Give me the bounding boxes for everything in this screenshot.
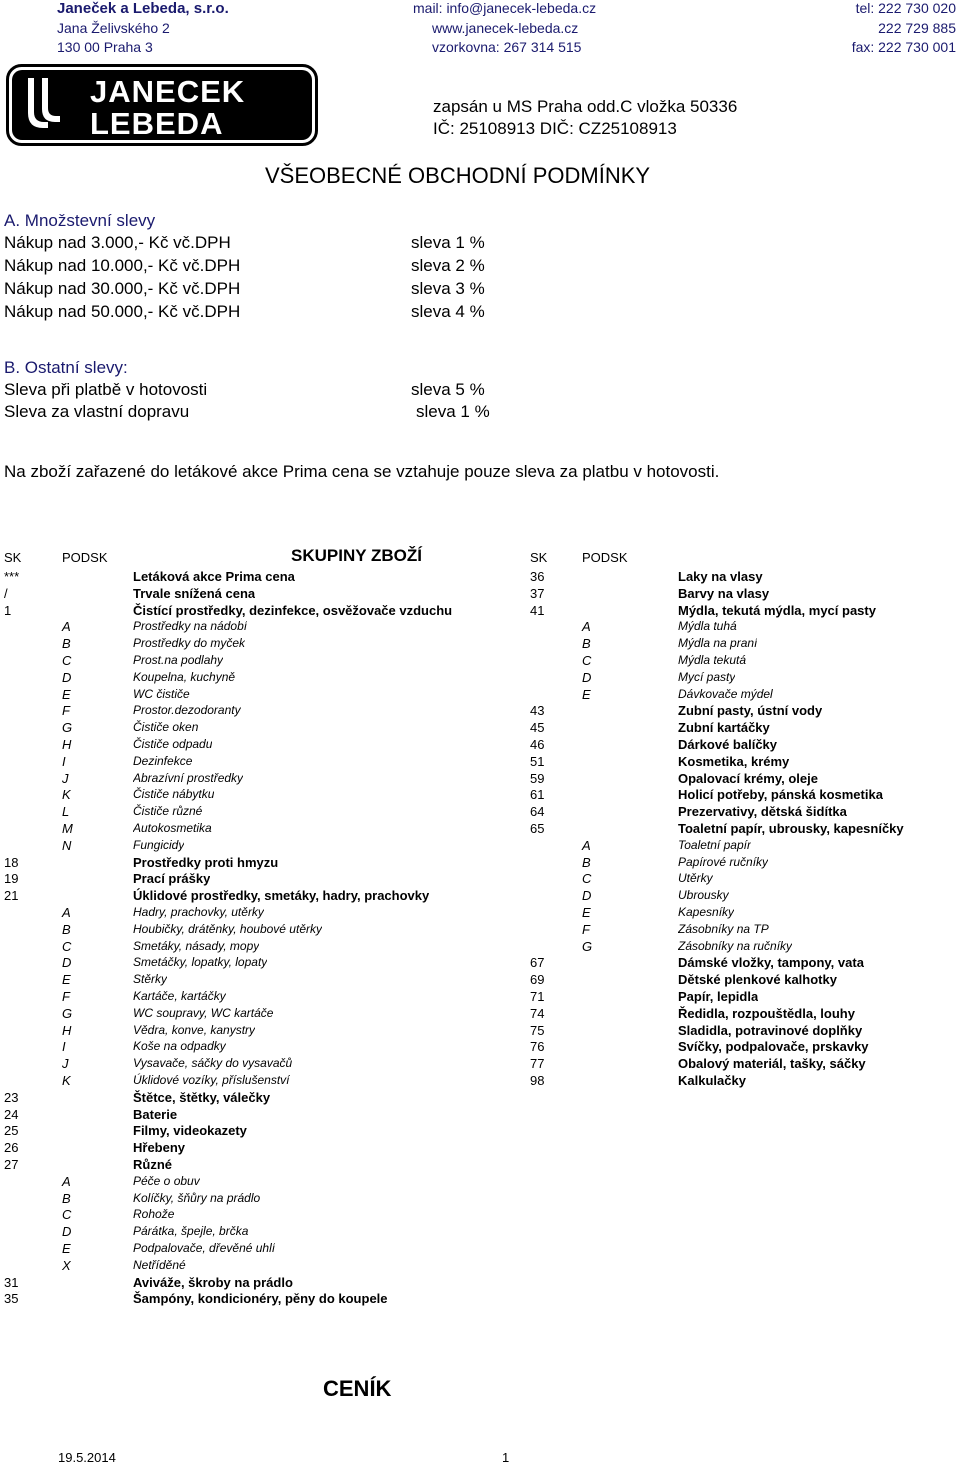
group-name: Laky na vlasy <box>678 569 763 584</box>
group-podsk: C <box>62 1207 72 1223</box>
group-name: Barvy na vlasy <box>678 585 770 601</box>
group-podsk: D <box>62 669 72 685</box>
group-name: Dětské plenkové kalhotky <box>678 972 837 988</box>
subgroup-name: Autokosmetika <box>133 821 212 835</box>
group-podsk: K <box>62 787 71 803</box>
subgroup-name: Koupelna, kuchyně <box>133 669 236 684</box>
group-sk: 67 <box>530 955 545 971</box>
group-name: Kalkulačky <box>678 1073 746 1088</box>
group-sk: 43 <box>530 703 545 719</box>
group-podsk: E <box>62 972 71 988</box>
group-podsk: I <box>62 1039 66 1055</box>
group-sk: 36 <box>530 569 545 584</box>
group-podsk: B <box>62 636 71 652</box>
subgroup-name: Mýdla na praní <box>678 636 758 651</box>
subgroup-name: Kolíčky, šňůry na prádlo <box>133 1190 261 1205</box>
subgroup-name: Dezinfekce <box>133 753 193 768</box>
group-podsk: D <box>62 955 72 971</box>
subgroup-name: Párátka, špejle, brčka <box>133 1224 249 1239</box>
group-sk: 19 <box>4 871 19 887</box>
subgroup-name: Houbičky, drátěnky, houbové utěrky <box>133 921 322 936</box>
group-name: Ředidla, rozpouštědla, louhy <box>678 1005 855 1021</box>
contact-web: www.janecek-lebeda.cz <box>432 20 579 36</box>
group-sk: 77 <box>530 1056 545 1072</box>
contact-tel2: 222 729 885 <box>878 20 956 36</box>
section-a-heading: A. Množstevní slevy <box>4 211 156 230</box>
group-podsk: C <box>582 653 592 668</box>
company-ids: IČ: 25108913 DIČ: CZ25108913 <box>433 119 677 138</box>
company-name: Janeček a Lebeda, s.r.o. <box>57 0 229 17</box>
contact-tel: tel: 222 730 020 <box>855 0 956 16</box>
group-sk: 76 <box>530 1039 545 1055</box>
group-podsk: H <box>62 737 72 752</box>
group-name: Úklidové prostředky, smetáky, hadry, prachovky <box>133 888 430 904</box>
discount-value: sleva 5 % <box>411 380 485 399</box>
group-sk: 65 <box>530 821 545 836</box>
group-podsk: F <box>582 921 590 937</box>
group-podsk: J <box>62 1056 69 1072</box>
group-podsk: E <box>582 905 591 920</box>
subgroup-name: Hadry, prachovky, utěrky <box>133 905 264 919</box>
subgroup-name: Mýdla tuhá <box>678 619 737 634</box>
group-podsk: K <box>62 1073 71 1088</box>
group-podsk: F <box>62 703 70 719</box>
group-podsk: A <box>62 1173 71 1189</box>
group-podsk: A <box>62 619 71 635</box>
group-podsk: B <box>582 636 591 652</box>
group-name: Svíčky, podpalovače, prskavky <box>678 1039 869 1055</box>
group-name: Zubní pasty, ústní vody <box>678 703 823 719</box>
group-sk: 61 <box>530 787 545 803</box>
group-sk: 35 <box>4 1291 19 1307</box>
group-podsk: A <box>62 905 71 920</box>
group-podsk: B <box>62 1190 71 1206</box>
company-logo <box>6 64 318 146</box>
subgroup-name: Prostředky na nádobí <box>133 619 248 634</box>
subgroup-name: Zásobníky na TP <box>678 921 769 936</box>
subgroup-name: Utěrky <box>678 871 713 886</box>
subgroup-name: Čističe odpadu <box>133 737 213 751</box>
footer-date: 19.5.2014 <box>58 1450 116 1465</box>
group-sk: 71 <box>530 989 545 1004</box>
group-sk: 23 <box>4 1089 19 1105</box>
subgroup-name: Kartáče, kartáčky <box>133 989 226 1003</box>
subgroup-name: Smetáčky, lopatky, lopaty <box>133 955 268 970</box>
group-podsk: I <box>62 753 66 769</box>
group-sk: 37 <box>530 585 545 601</box>
section-b-heading: B. Ostatní slevy: <box>4 358 128 377</box>
group-podsk: H <box>62 1022 72 1038</box>
group-podsk: D <box>62 1224 72 1240</box>
discount-value: sleva 3 % <box>411 279 485 298</box>
group-sk: 69 <box>530 972 545 988</box>
group-sk: 41 <box>530 602 545 618</box>
subgroup-name: Rohože <box>133 1207 175 1222</box>
subgroup-name: Kapesníky <box>678 905 735 919</box>
group-podsk: X <box>62 1257 71 1273</box>
group-name: Šampóny, kondicionéry, pěny do koupele <box>133 1291 388 1307</box>
subgroup-name: Stěrky <box>133 972 168 987</box>
group-podsk: L <box>62 804 70 820</box>
subgroup-name: Koše na odpadky <box>133 1039 226 1054</box>
discount-label: Nákup nad 10.000,- Kč vč.DPH <box>4 256 241 275</box>
group-sk: 45 <box>530 720 545 736</box>
discount-value: sleva 1 % <box>411 233 485 252</box>
group-sk: 98 <box>530 1073 545 1088</box>
group-sk: 59 <box>530 770 545 786</box>
group-name: Čistící prostředky, dezinfekce, osvěžovače vzduchu <box>133 602 453 618</box>
subgroup-name: Prostředky do myček <box>133 636 246 651</box>
group-name: Aviváže, škroby na prádlo <box>133 1274 293 1290</box>
group-name: Filmy, videokazety <box>133 1123 247 1139</box>
group-name: Opalovací krémy, oleje <box>678 770 818 786</box>
promo-note: Na zboží zařazené do letákové akce Prima cena se vztahuje pouze sleva za platbu v hotovosti. <box>4 462 720 481</box>
group-podsk: A <box>582 619 591 635</box>
contact-fax: fax: 222 730 001 <box>851 39 956 55</box>
group-podsk: B <box>582 854 591 870</box>
subgroup-name: Zásobníky na ručníky <box>678 938 793 953</box>
subgroup-name: Čističe oken <box>133 720 199 735</box>
svg-text:JANECEK: JANECEK <box>90 74 246 109</box>
group-podsk: J <box>62 770 69 786</box>
group-podsk: G <box>62 1005 73 1021</box>
subgroup-name: Netříděné <box>133 1257 186 1272</box>
subgroup-name: Péče o obuv <box>133 1173 200 1188</box>
svg-text:LEBEDA: LEBEDA <box>90 106 224 141</box>
group-sk: 18 <box>4 854 19 870</box>
group-name: Kosmetika, krémy <box>678 753 790 769</box>
discount-value: sleva 1 % <box>416 402 490 421</box>
subgroup-name: Úklidové vozíky, příslušenství <box>133 1073 290 1087</box>
group-name: Dárkové balíčky <box>678 737 778 752</box>
group-name: Hřebeny <box>133 1140 186 1156</box>
subgroup-name: Ubrousky <box>678 888 729 903</box>
group-name: Holicí potřeby, pánská kosmetika <box>678 787 883 803</box>
group-podsk: D <box>582 888 592 904</box>
group-sk: 46 <box>530 737 545 752</box>
group-podsk: C <box>62 653 72 668</box>
group-sk: / <box>4 585 8 601</box>
group-name: Prezervativy, dětská šidítka <box>678 804 847 820</box>
group-sk: *** <box>4 569 20 584</box>
group-podsk: D <box>582 669 592 685</box>
group-podsk: G <box>62 720 73 736</box>
subgroup-name: Čističe různé <box>133 804 203 819</box>
group-sk: 24 <box>4 1106 19 1122</box>
group-name: Štětce, štětky, válečky <box>133 1089 271 1105</box>
register-info: zapsán u MS Praha odd.C vložka 50336 <box>433 97 738 116</box>
group-sk: 1 <box>4 602 12 618</box>
company-city: 130 00 Praha 3 <box>57 39 153 55</box>
group-name: Zubní kartáčky <box>678 720 770 736</box>
group-name: Dámské vložky, tampony, vata <box>678 955 864 971</box>
group-sk: 64 <box>530 804 545 820</box>
subgroup-name: Mýdla tekutá <box>678 653 747 667</box>
subgroup-name: Prostor.dezodoranty <box>133 703 241 718</box>
col-sk-right: SK <box>530 550 548 565</box>
group-podsk: E <box>62 686 71 702</box>
subgroup-name: WC čističe <box>133 686 190 701</box>
subgroup-name: Prost.na podlahy <box>133 653 224 667</box>
col-podsk-left: PODSK <box>62 550 108 565</box>
group-name: Trvale snížená cena <box>133 585 256 601</box>
group-sk: 31 <box>4 1274 19 1290</box>
group-podsk: E <box>582 686 591 702</box>
col-podsk-right: PODSK <box>582 550 628 565</box>
group-podsk: A <box>582 837 591 853</box>
subgroup-name: Toaletní papír <box>678 837 751 852</box>
contact-showroom: vzorkovna: 267 314 515 <box>432 39 582 55</box>
contact-mail: mail: info@janecek-lebeda.cz <box>413 0 597 16</box>
group-name: Mýdla, tekutá mýdla, mycí pasty <box>678 602 876 618</box>
discount-label: Nákup nad 3.000,- Kč vč.DPH <box>4 233 231 252</box>
page-title: VŠEOBECNÉ OBCHODNÍ PODMÍNKY <box>265 163 651 188</box>
subgroup-name: Dávkovače mýdel <box>678 686 773 701</box>
group-podsk: F <box>62 989 70 1004</box>
group-podsk: M <box>62 821 73 836</box>
discount-label: Nákup nad 50.000,- Kč vč.DPH <box>4 302 241 321</box>
group-name: Sladidla, potravinové doplňky <box>678 1022 863 1038</box>
group-sk: 25 <box>4 1123 19 1139</box>
subgroup-name: Vysavače, sáčky do vysavačů <box>133 1056 293 1071</box>
footer-page-number: 1 <box>502 1450 510 1465</box>
group-podsk: G <box>582 938 593 954</box>
group-podsk: E <box>62 1241 71 1256</box>
group-name: Letáková akce Prima cena <box>133 569 295 584</box>
subgroup-name: WC soupravy, WC kartáče <box>133 1005 274 1020</box>
col-sk-left: SK <box>4 550 22 565</box>
group-name: Baterie <box>133 1106 178 1122</box>
group-podsk: C <box>582 871 592 887</box>
subgroup-name: Abrazívní prostředky <box>133 770 244 785</box>
group-name: Obalový materiál, tašky, sáčky <box>678 1056 866 1072</box>
subgroup-name: Vědra, konve, kanystry <box>133 1022 256 1037</box>
pricelist-title: CENÍK <box>323 1376 392 1401</box>
group-name: Toaletní papír, ubrousky, kapesníčky <box>678 821 904 836</box>
group-sk: 51 <box>530 753 545 769</box>
discount-value: sleva 2 % <box>411 256 485 275</box>
group-sk: 75 <box>530 1022 545 1038</box>
discount-label: Nákup nad 30.000,- Kč vč.DPH <box>4 279 241 298</box>
group-podsk: C <box>62 938 72 954</box>
discount-label: Sleva při platbě v hotovosti <box>4 380 208 399</box>
group-name: Prostředky proti hmyzu <box>133 854 279 870</box>
group-sk: 74 <box>530 1005 545 1021</box>
group-sk: 26 <box>4 1140 19 1156</box>
groups-heading: SKUPINY ZBOŽÍ <box>291 546 422 565</box>
group-name: Papír, lepidla <box>678 989 759 1004</box>
group-name: Prací prášky <box>133 871 211 887</box>
group-podsk: B <box>62 921 71 937</box>
discount-value: sleva 4 % <box>411 302 485 321</box>
subgroup-name: Fungicidy <box>133 837 185 852</box>
subgroup-name: Smetáky, násady, mopy <box>133 938 260 953</box>
group-sk: 21 <box>4 888 19 904</box>
group-name: Různé <box>133 1157 172 1172</box>
company-street: Jana Želivského 2 <box>57 20 170 36</box>
group-sk: 27 <box>4 1157 19 1172</box>
subgroup-name: Papírové ručníky <box>678 854 769 869</box>
group-podsk: N <box>62 837 72 853</box>
subgroup-name: Podpalovače, dřevěné uhlí <box>133 1241 276 1255</box>
subgroup-name: Čističe nábytku <box>133 787 215 802</box>
subgroup-name: Mycí pasty <box>678 669 736 684</box>
discount-label: Sleva za vlastní dopravu <box>4 402 190 421</box>
